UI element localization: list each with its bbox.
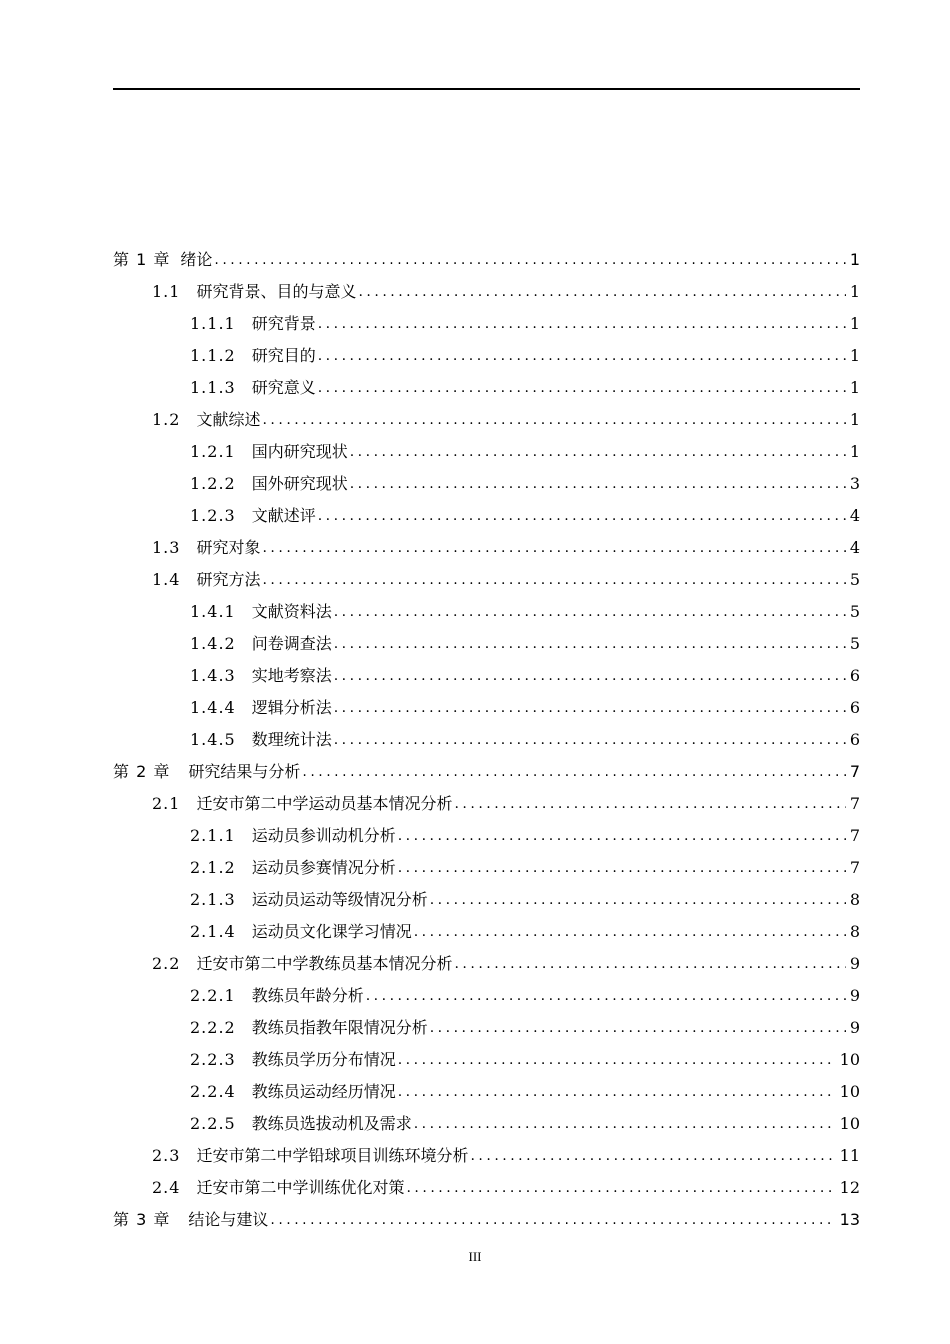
toc-entry-title: 研究背景	[251, 314, 316, 333]
toc-dot-leader	[302, 756, 845, 788]
toc-dot-leader	[398, 1044, 836, 1076]
toc-entry[interactable]	[113, 1044, 860, 1076]
toc-entry[interactable]	[113, 1076, 860, 1108]
toc-entry-page: 7	[849, 826, 860, 845]
toc-dot-leader	[334, 692, 846, 724]
toc-entry-number: 2.1.3	[190, 890, 236, 909]
toc-entry-title: 国外研究现状	[251, 474, 348, 493]
toc-dot-leader	[350, 468, 846, 500]
toc-entry-number: 2.2.2	[190, 1018, 236, 1037]
toc-entry-number: 1.1.2	[190, 346, 236, 365]
toc-entry-title: 研究对象	[196, 538, 261, 557]
toc-dot-leader	[398, 1076, 836, 1108]
toc-entry-title: 文献述评	[251, 506, 316, 525]
toc-entry[interactable]	[113, 1108, 860, 1140]
toc-entry[interactable]	[113, 404, 860, 436]
page-number: III	[468, 1249, 482, 1264]
toc-dot-leader	[318, 308, 846, 340]
toc-entry-page: 5	[849, 602, 860, 621]
toc-dot-leader	[318, 372, 846, 404]
toc-entry-page: 1	[849, 410, 860, 429]
toc-entry-number: 1.4	[152, 570, 181, 589]
toc-entry-number: 第 3 章	[113, 1210, 171, 1229]
toc-entry-title: 实地考察法	[251, 666, 332, 685]
toc-entry[interactable]	[113, 724, 860, 756]
toc-entry-title: 逻辑分析法	[251, 698, 332, 717]
toc-dot-leader	[454, 948, 845, 980]
toc-dot-leader	[358, 276, 845, 308]
toc-entry-title: 研究结果与分析	[188, 762, 301, 781]
toc-entry-title: 文献综述	[196, 410, 261, 429]
toc-dot-leader	[454, 788, 845, 820]
toc-entry-page: 7	[849, 858, 860, 877]
toc-entry-title: 数理统计法	[251, 730, 332, 749]
toc-entry[interactable]	[113, 692, 860, 724]
toc-dot-leader	[262, 532, 845, 564]
toc-dot-leader	[270, 1204, 835, 1236]
toc-entry-page: 3	[849, 474, 860, 493]
toc-entry-number: 2.2.3	[190, 1050, 236, 1069]
toc-entry-page: 5	[849, 570, 860, 589]
toc-entry-title: 教练员学历分布情况	[251, 1050, 396, 1069]
toc-entry-number: 1.1.1	[190, 314, 236, 333]
toc-entry[interactable]	[113, 788, 860, 820]
toc-entry[interactable]	[113, 884, 860, 916]
toc-entry[interactable]	[113, 628, 860, 660]
toc-entry-title: 运动员参赛情况分析	[251, 858, 396, 877]
toc-entry-title: 迁安市第二中学教练员基本情况分析	[196, 954, 453, 973]
toc-entry-title: 研究意义	[251, 378, 316, 397]
toc-entry[interactable]	[113, 820, 860, 852]
toc-dot-leader	[334, 628, 846, 660]
toc-entry[interactable]	[113, 372, 860, 404]
toc-entry[interactable]	[113, 244, 860, 276]
toc-entry[interactable]	[113, 532, 860, 564]
toc-entry[interactable]	[113, 948, 860, 980]
toc-entry-page: 9	[849, 986, 860, 1005]
toc-entry[interactable]	[113, 340, 860, 372]
toc-entry-page: 6	[849, 666, 860, 685]
toc-dot-leader	[334, 596, 846, 628]
toc-entry-title: 教练员选拔动机及需求	[251, 1114, 412, 1133]
toc-entry-number: 2.1.2	[190, 858, 236, 877]
toc-entry[interactable]	[113, 564, 860, 596]
toc-dot-leader	[318, 500, 846, 532]
toc-entry-page: 1	[849, 314, 860, 333]
toc-entry-number: 1.2.1	[190, 442, 236, 461]
toc-entry-page: 11	[839, 1146, 860, 1165]
toc-entry-title: 研究方法	[196, 570, 261, 589]
toc-dot-leader	[470, 1140, 835, 1172]
toc-entry-number: 1.1	[152, 282, 181, 301]
toc-dot-leader	[334, 660, 846, 692]
toc-entry-title: 研究目的	[251, 346, 316, 365]
toc-entry-page: 1	[849, 250, 860, 269]
toc-entry[interactable]	[113, 596, 860, 628]
toc-dot-leader	[366, 980, 846, 1012]
toc-entry-number: 1.1.3	[190, 378, 236, 397]
toc-entry-title: 教练员指教年限情况分析	[251, 1018, 428, 1037]
toc-entry-number: 1.4.3	[190, 666, 236, 685]
toc-entry-page: 1	[849, 346, 860, 365]
toc-entry-page: 10	[839, 1082, 860, 1101]
toc-entry[interactable]	[113, 468, 860, 500]
toc-entry-number: 2.1.1	[190, 826, 236, 845]
toc-entry-page: 1	[849, 442, 860, 461]
toc-entry[interactable]	[113, 436, 860, 468]
toc-dot-leader	[430, 1012, 846, 1044]
toc-entry-title: 运动员运动等级情况分析	[251, 890, 428, 909]
toc-entry-title: 迁安市第二中学训练优化对策	[196, 1178, 405, 1197]
toc-entry[interactable]	[113, 1140, 860, 1172]
toc-entry-page: 9	[849, 954, 860, 973]
toc-entry-page: 6	[849, 698, 860, 717]
toc-dot-leader	[406, 1172, 835, 1204]
toc-entry-number: 2.2.5	[190, 1114, 236, 1133]
toc-dot-leader	[262, 404, 845, 436]
toc-entry-page: 8	[849, 890, 860, 909]
toc-dot-leader	[430, 884, 846, 916]
toc-entry-number: 1.4.2	[190, 634, 236, 653]
toc-entry-title: 运动员文化课学习情况	[251, 922, 412, 941]
toc-entry-title: 运动员参训动机分析	[251, 826, 396, 845]
toc-entry-number: 2.1	[152, 794, 181, 813]
toc-entry-number: 1.2	[152, 410, 181, 429]
toc-entry-page: 10	[839, 1114, 860, 1133]
toc-entry-number: 2.2.1	[190, 986, 236, 1005]
toc-entry[interactable]	[113, 500, 860, 532]
toc-entry-number: 1.2.2	[190, 474, 236, 493]
toc-entry-title: 教练员年龄分析	[251, 986, 364, 1005]
toc-entry-page: 10	[839, 1050, 860, 1069]
toc-dot-leader	[398, 852, 846, 884]
toc-entry-number: 1.2.3	[190, 506, 236, 525]
toc-entry[interactable]	[113, 1204, 860, 1236]
toc-entry-number: 1.4.5	[190, 730, 236, 749]
toc-entry-page: 5	[849, 634, 860, 653]
toc-entry-number: 1.3	[152, 538, 181, 557]
toc-entry-number: 2.3	[152, 1146, 181, 1165]
toc-entry[interactable]	[113, 1012, 860, 1044]
toc-entry-title: 问卷调查法	[251, 634, 332, 653]
toc-entry[interactable]	[113, 308, 860, 340]
toc-entry-page: 12	[839, 1178, 860, 1197]
toc-entry-page: 13	[839, 1210, 860, 1229]
toc-entry[interactable]	[113, 660, 860, 692]
toc-entry-number: 2.2.4	[190, 1082, 236, 1101]
toc-dot-leader	[350, 436, 846, 468]
toc-entry-title: 迁安市第二中学运动员基本情况分析	[196, 794, 453, 813]
toc-dot-leader	[414, 916, 846, 948]
toc-dot-leader	[334, 724, 846, 756]
table-of-contents	[113, 244, 860, 1236]
toc-entry-number: 1.4.4	[190, 698, 236, 717]
toc-entry-title: 文献资料法	[251, 602, 332, 621]
toc-dot-leader	[398, 820, 846, 852]
toc-entry[interactable]	[113, 1172, 860, 1204]
toc-entry[interactable]	[113, 276, 860, 308]
toc-entry-page: 7	[849, 762, 860, 781]
toc-entry-title: 研究背景、目的与意义	[196, 282, 357, 301]
toc-entry-page: 6	[849, 730, 860, 749]
toc-entry-title: 绪论	[180, 250, 213, 269]
toc-entry[interactable]	[113, 980, 860, 1012]
toc-entry[interactable]	[113, 852, 860, 884]
toc-entry-page: 4	[849, 506, 860, 525]
toc-entry-page: 8	[849, 922, 860, 941]
toc-entry-number: 2.2	[152, 954, 181, 973]
toc-entry[interactable]	[113, 916, 860, 948]
toc-entry-page: 7	[849, 794, 860, 813]
toc-entry-page: 1	[849, 282, 860, 301]
toc-entry-number: 2.4	[152, 1178, 181, 1197]
toc-entry-number: 1.4.1	[190, 602, 236, 621]
toc-entry-title: 国内研究现状	[251, 442, 348, 461]
toc-entry-page: 4	[849, 538, 860, 557]
toc-dot-leader	[262, 564, 845, 596]
toc-entry-title: 结论与建议	[188, 1210, 269, 1229]
toc-dot-leader	[214, 244, 845, 276]
toc-entry-page: 9	[849, 1018, 860, 1037]
toc-entry-number: 第 2 章	[113, 762, 171, 781]
header-rule	[113, 88, 860, 90]
toc-entry-title: 教练员运动经历情况	[251, 1082, 396, 1101]
toc-entry-number: 第 1 章	[113, 250, 171, 269]
toc-dot-leader	[414, 1108, 836, 1140]
toc-dot-leader	[318, 340, 846, 372]
toc-entry-number: 2.1.4	[190, 922, 236, 941]
toc-entry-title: 迁安市第二中学铅球项目训练环境分析	[196, 1146, 469, 1165]
toc-entry-page: 1	[849, 378, 860, 397]
toc-entry[interactable]	[113, 756, 860, 788]
